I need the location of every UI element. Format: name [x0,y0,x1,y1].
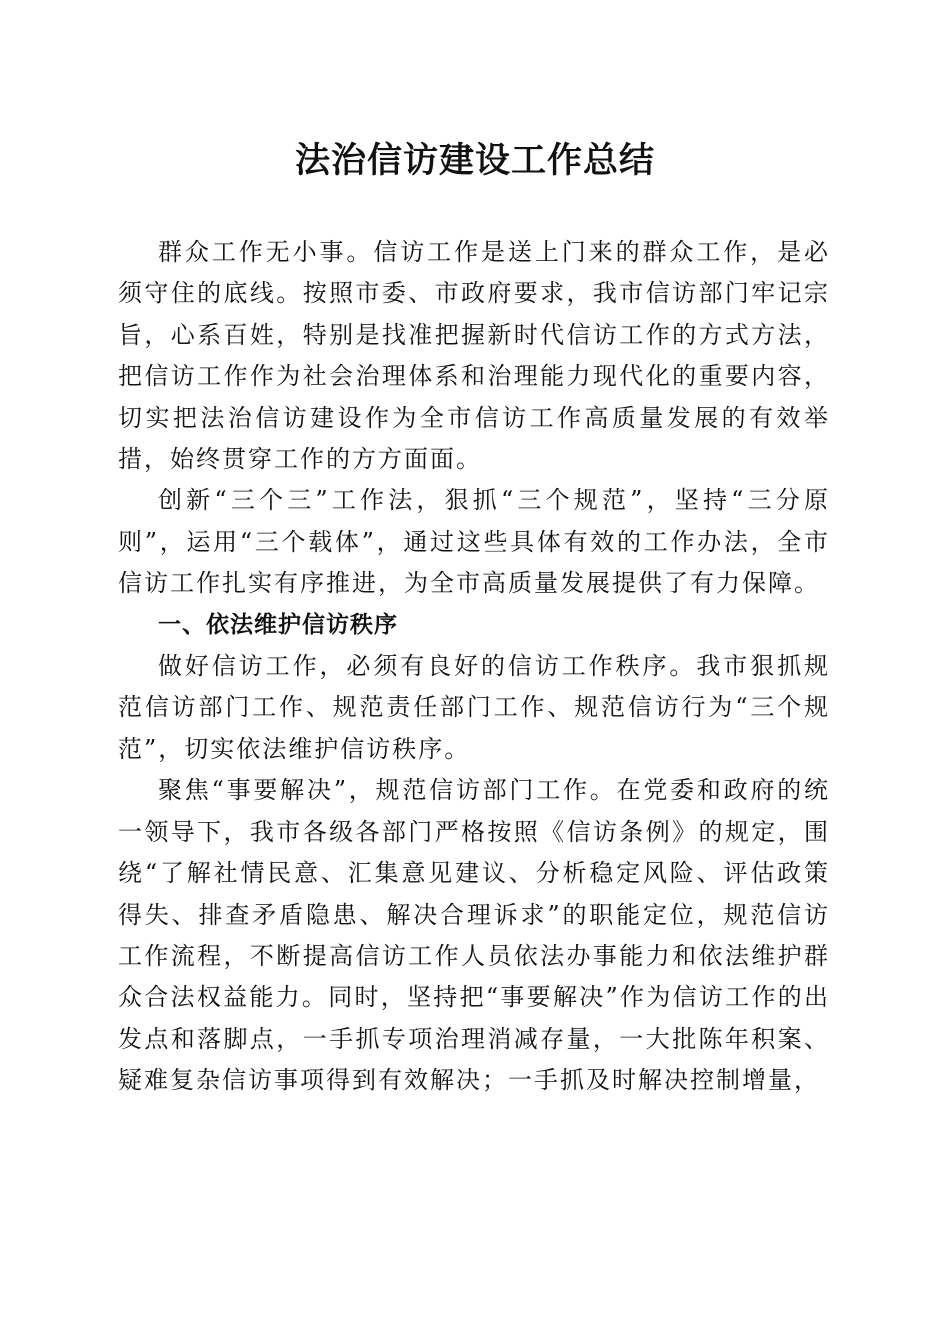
document-title: 法治信访建设工作总结 [294,140,655,181]
intro-paragraph-1: 群众工作无小事。信访工作是送上门来的群众工作，是必须守住的底线。按照市委、市政府要求，我市信访部门牢记宗旨，心系百姓，特别是找准把握新时代信访工作的方式方法，把信访工作作为社会治理体系和治理能力现代化的重要内容，切实把法治信访建设作为全市信访工作高质量发展的有效举措，始终贯穿工作的方方面面。 [118,238,830,474]
section-heading-1: 一、依法维护信访秩序 [158,611,398,638]
section1-paragraph-2: 聚焦“事要解决”，规范信访部门工作。在党委和政府的统一领导下，我市各级各部门严格按照《信访条例》的规定，围绕“了解社情民意、汇集意见建议、分析稳定风险、评估政策得失、排查矛盾隐患、解决合理诉求”的职能定位，规范信访工作流程，不断提高信访工作人员依法办事能力和依法维护群众合法权益能力。同时，坚持把“事要解决”作为信访工作的出发点和落脚点，一手抓专项治理消减存量，一大批陈年积案、疑难复杂信访事项得到有效解决；一手抓及时解决控制增量， [118,776,830,1095]
section1-paragraph-1: 做好信访工作，必须有良好的信访工作秩序。我市狠抓规范信访部门工作、规范责任部门工作、规范信访行为“三个规范”，切实依法维护信访秩序。 [118,652,830,763]
intro-paragraph-2: 创新“三个三”工作法，狠抓“三个规范”，坚持“三分原则”，运用“三个载体”，通过这些具体有效的工作办法，全市信访工作扎实有序推进，为全市高质量发展提供了有力保障。 [118,486,830,598]
document-body [118,232,830,1102]
